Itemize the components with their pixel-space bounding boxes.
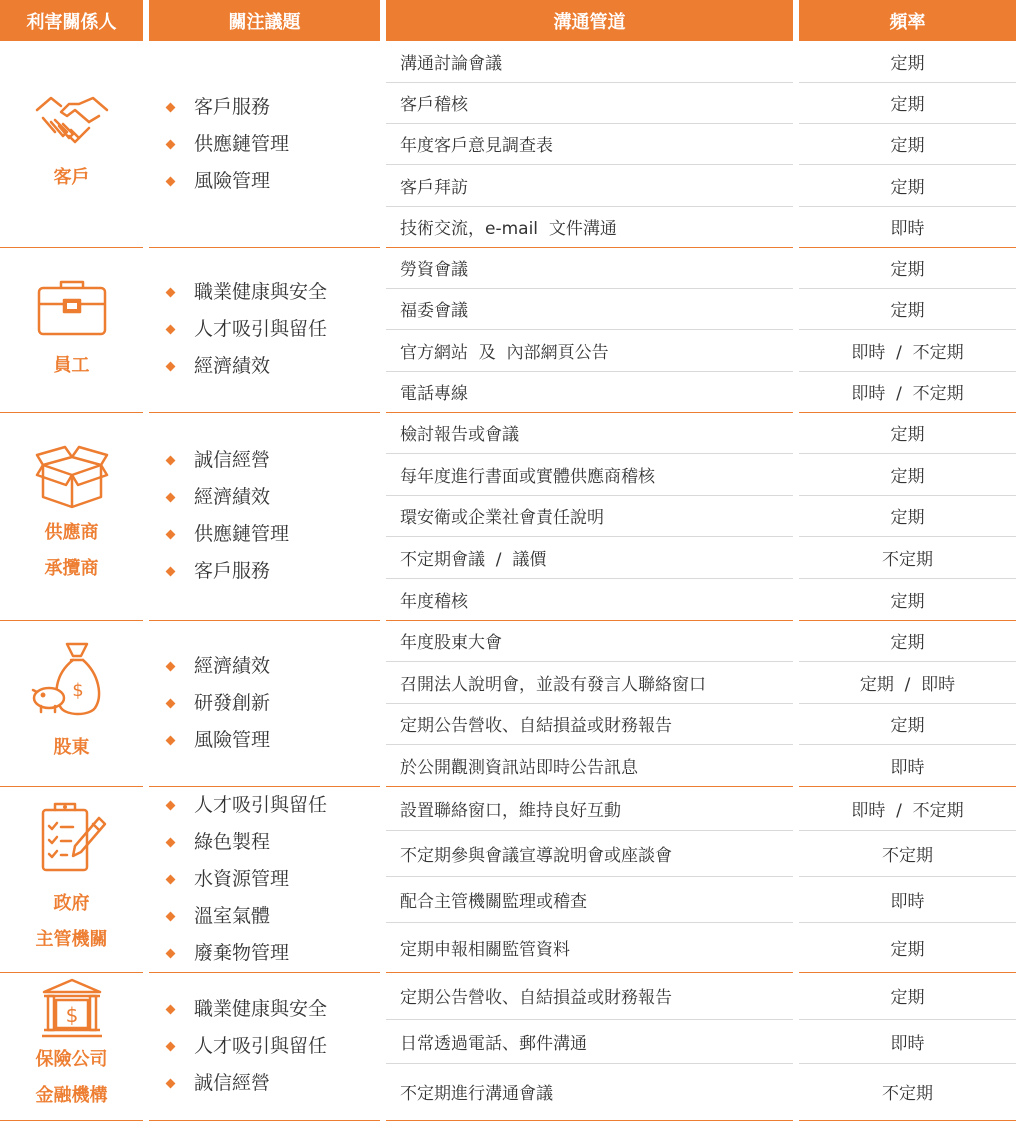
issue-item: 供應鏈管理 (149, 126, 380, 163)
header-issues: 關注議題 (149, 0, 380, 41)
header-stakeholder: 利害關係人 (0, 0, 143, 41)
stakeholder-name: 供應商 (44, 522, 99, 543)
channel-cell: 年度股東大會 (400, 633, 502, 653)
stakeholder-cell (0, 41, 143, 247)
group-divider (386, 1120, 793, 1121)
frequency-cell: 定期 (890, 508, 925, 528)
issues-list (149, 786, 380, 972)
issue-item: 人才吸引與留任 (149, 787, 380, 824)
handshake-icon (33, 92, 111, 152)
issue-item: 誠信經營 (149, 1065, 380, 1102)
frequency-cell: 定期 (890, 716, 925, 736)
stakeholder-name: 客戶 (53, 167, 90, 188)
channel-cell: 福委會議 (400, 301, 468, 321)
stakeholder-name: 金融機構 (35, 1085, 108, 1106)
issue-item: 誠信經營 (149, 442, 380, 479)
stakeholder-name: 保險公司 (35, 1049, 108, 1070)
stakeholder-cell (0, 412, 143, 620)
frequency-cell: 定期 (890, 177, 925, 198)
channel-cell: 環安衛或企業社會責任說明 (400, 508, 604, 528)
issue-item: 人才吸引與留任 (149, 1028, 380, 1065)
svg-text:$: $ (65, 1003, 78, 1027)
channel-cell: 不定期會議 / 議價 (400, 549, 547, 570)
channel-cell: 定期公告營收、自結損益或財務報告 (400, 988, 672, 1008)
issue-item: 經濟績效 (149, 648, 380, 685)
money-bag-piggy-icon (31, 640, 113, 720)
frequency-cell: 定期 (890, 466, 925, 487)
frequency-cell: 定期 (890, 95, 925, 115)
channel-cell: 不定期參與會議宣導說明會或座談會 (400, 845, 672, 866)
stakeholder-cell (0, 786, 143, 972)
stakeholder-name: 股東 (53, 737, 90, 758)
frequency-cell: 定期 (890, 136, 925, 156)
issue-item: 職業健康與安全 (149, 274, 380, 311)
frequency-cell: 即時 (890, 891, 925, 912)
issue-item: 水資源管理 (149, 861, 380, 898)
stakeholder-cell (0, 620, 143, 786)
issue-item: 風險管理 (149, 163, 380, 200)
issue-item: 客戶服務 (149, 553, 380, 590)
frequency-cell: 不定期 (882, 845, 933, 866)
channel-cell: 年度稽核 (400, 591, 468, 612)
channel-cell: 技術交流，e-mail 文件溝通 (400, 219, 617, 239)
stakeholder-name: 政府 (53, 893, 90, 914)
briefcase-icon (35, 276, 109, 340)
issue-item: 綠色製程 (149, 824, 380, 861)
issues-list (149, 620, 380, 786)
issue-item: 人才吸引與留任 (149, 311, 380, 348)
stakeholder-name: 員工 (53, 354, 90, 376)
box-icon (35, 445, 109, 511)
frequency-cell: 定期 (890, 54, 925, 74)
clipboard-checklist-icon (37, 800, 107, 876)
frequency-cell: 即時 (890, 1033, 925, 1054)
issues-list (149, 972, 380, 1120)
group-divider (799, 1120, 1016, 1121)
channel-cell: 每年度進行書面或實體供應商稽核 (400, 466, 655, 487)
issue-item: 經濟績效 (149, 479, 380, 516)
group-divider (0, 1120, 143, 1121)
frequency-cell: 即時 / 不定期 (851, 384, 964, 404)
channel-cell: 客戶稽核 (400, 95, 468, 115)
frequency-cell: 定期 / 即時 (859, 674, 956, 695)
channel-cell: 不定期進行溝通會議 (400, 1084, 553, 1104)
channel-cell: 電話專線 (400, 384, 468, 404)
stakeholder-cell (0, 247, 143, 412)
channel-cell: 溝通討論會議 (400, 54, 502, 74)
issue-item: 供應鏈管理 (149, 516, 380, 553)
frequency-cell: 定期 (890, 988, 925, 1008)
header-channel: 溝通管道 (386, 0, 793, 41)
issue-item: 客戶服務 (149, 89, 380, 126)
issue-item: 溫室氣體 (149, 898, 380, 935)
channel-cell: 年度客戶意見調查表 (400, 136, 553, 156)
frequency-cell: 定期 (890, 301, 925, 321)
stakeholder-name: 主管機關 (35, 929, 108, 950)
channel-cell: 於公開觀測資訊站即時公告訊息 (400, 757, 638, 778)
frequency-cell: 即時 / 不定期 (851, 800, 964, 821)
frequency-cell: 定期 (890, 939, 925, 960)
header-frequency: 頻率 (799, 0, 1016, 41)
issues-list (149, 412, 380, 620)
channel-cell: 召開法人說明會，並設有發言人聯絡窗口 (400, 674, 706, 695)
frequency-cell: 定期 (890, 425, 925, 445)
frequency-cell: 定期 (890, 260, 925, 280)
frequency-cell: 即時 (890, 219, 925, 239)
channel-cell: 客戶拜訪 (400, 177, 468, 198)
channel-cell: 官方網站 及 內部網頁公告 (400, 342, 609, 363)
stakeholder-cell (0, 972, 143, 1120)
issues-list (149, 247, 380, 412)
group-divider (149, 1120, 380, 1121)
frequency-cell: 定期 (890, 591, 925, 612)
issue-item: 職業健康與安全 (149, 991, 380, 1028)
stakeholder-name: 承攬商 (44, 558, 99, 579)
issue-item: 經濟績效 (149, 348, 380, 385)
channel-cell: 日常透過電話、郵件溝通 (400, 1033, 587, 1054)
svg-text:$: $ (71, 680, 84, 701)
channel-cell: 配合主管機關監理或稽查 (400, 891, 587, 912)
issue-item: 研發創新 (149, 685, 380, 722)
channel-cell: 勞資會議 (400, 260, 468, 280)
channel-cell: 檢討報告或會議 (400, 425, 519, 445)
issues-list (149, 41, 380, 247)
channel-cell: 定期申報相關監管資料 (400, 939, 570, 960)
frequency-cell: 即時 (890, 757, 925, 778)
frequency-cell: 不定期 (882, 549, 933, 570)
issue-item: 風險管理 (149, 722, 380, 759)
channel-cell: 設置聯絡窗口，維持良好互動 (400, 800, 621, 821)
issue-item: 廢棄物管理 (149, 935, 380, 972)
frequency-cell: 定期 (890, 633, 925, 653)
bank-icon (40, 978, 104, 1040)
frequency-cell: 不定期 (882, 1084, 933, 1104)
frequency-cell: 即時 / 不定期 (851, 342, 964, 363)
channel-cell: 定期公告營收、自結損益或財務報告 (400, 716, 672, 736)
